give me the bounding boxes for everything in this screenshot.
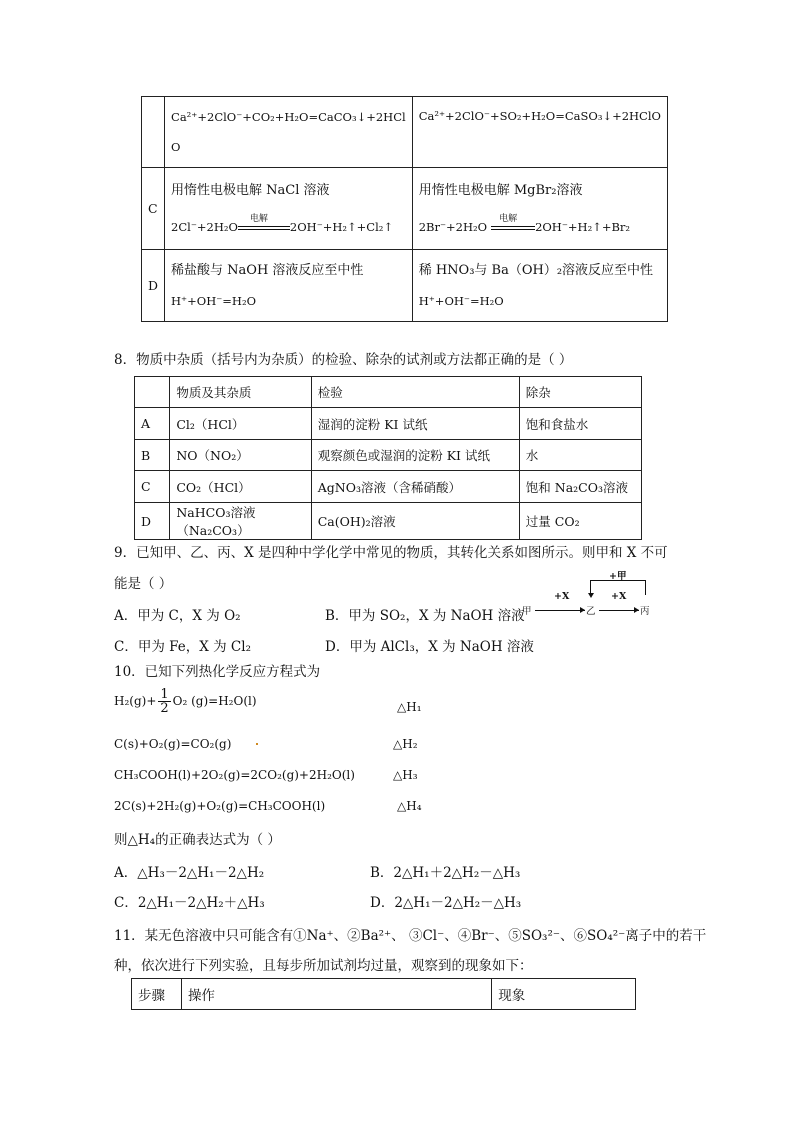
equation-cell [165, 97, 413, 168]
stray-dot [256, 743, 258, 745]
q10-dh3: △H₃ [393, 768, 418, 782]
cell-title: 用惰性电极电解 NaCl 溶液 [171, 182, 330, 198]
table-header-row [132, 979, 636, 1010]
row-label: D [142, 250, 165, 322]
header-cell: 操作 [181, 979, 491, 1010]
electrolysis-equation [419, 209, 661, 245]
header-cell: 物质及其杂质 [170, 377, 311, 408]
electrolysis-cell [165, 168, 413, 250]
cell-title: 稀 HNO₃与 Ba（OH）₂溶液反应至中性 [418, 262, 654, 278]
header-cell [135, 377, 170, 408]
equation-part: 2Br⁻+2H₂O [418, 219, 488, 234]
arrow-head [634, 607, 639, 613]
q8-table [134, 376, 642, 540]
q10-equation-4: 2C(s)+2H₂(g)+O₂(g)=CH₃COOH(l) [114, 799, 326, 813]
header-cell: 步骤 [132, 979, 182, 1010]
row-label [142, 97, 165, 168]
table-header-row [135, 377, 642, 408]
equation-part: 2Cl⁻+2H₂O [171, 219, 238, 234]
equation-text: H⁺+OH⁻=H₂O [418, 293, 504, 308]
removal-cell: 饱和食盐水 [519, 408, 641, 440]
table-row [135, 440, 642, 471]
neutralization-cell [165, 250, 413, 322]
arrow-label-x1: +X [554, 591, 570, 602]
q10-stem: 10．已知下列热化学反应方程式为 [114, 664, 321, 680]
removal-cell: 饱和 Na₂CO₃溶液 [519, 471, 641, 503]
arrow-label-jia: +甲 [609, 571, 627, 582]
electrolysis-cell [412, 168, 667, 250]
q10-equation-3: CH₃COOH(l)+2O₂(g)=2CO₂(g)+2H₂O(l) [114, 768, 355, 782]
q9-option-c: C．甲为 Fe，X 为 Cl₂ [114, 639, 251, 655]
header-cell: 现象 [492, 979, 636, 1010]
q10-option-d: D．2△H₁－2△H₂－△H₃ [370, 895, 522, 911]
header-cell: 检验 [311, 377, 519, 408]
cell-title: 用惰性电极电解 MgBr₂溶液 [418, 182, 583, 198]
q9-stem-line2: 能是（ ） [114, 576, 173, 592]
neutralization-cell [412, 250, 667, 322]
table-row [135, 471, 642, 503]
q10-dh4: △H₄ [397, 799, 422, 813]
q10-dh1: △H₁ [397, 700, 422, 714]
table-row [142, 97, 668, 168]
header-cell: 除杂 [519, 377, 641, 408]
q11-table [131, 978, 636, 1010]
substance-cell: CO₂（HCl） [170, 471, 311, 503]
top-table [141, 96, 668, 322]
table-row [142, 250, 668, 322]
removal-cell: 过量 CO₂ [519, 503, 641, 540]
arrow-label-x2: +X [611, 591, 627, 602]
arrow-condition: 电解 [499, 213, 518, 224]
equation-cell [412, 97, 667, 168]
equation-text: Ca²⁺+2ClO⁻+CO₂+H₂O=CaCO₃↓+2HCl [171, 110, 406, 124]
option-label: A [135, 408, 170, 440]
fraction-denominator: 2 [160, 701, 169, 716]
equation-part: O₂ (g)=H₂O(l) [172, 694, 257, 708]
equation-wrap-text: O [171, 140, 181, 154]
arrow-head [580, 607, 585, 613]
test-cell: 观察颜色或湿润的淀粉 KI 试纸 [311, 440, 519, 471]
fraction-numerator: 1 [160, 687, 169, 702]
q9-option-a: A．甲为 C，X 为 O₂ [114, 608, 241, 624]
feedback-bracket [590, 580, 646, 595]
arrow-yi-bing [599, 610, 639, 611]
q9-option-b: B．甲为 SO₂，X 为 NaOH 溶液 [325, 608, 525, 624]
q10-ask: 则△H₄的正确表达式为（ ） [114, 832, 281, 848]
table-row [142, 168, 668, 250]
equation-part: 2OH⁻+H₂↑+Br₂ [535, 219, 631, 234]
equation-text: Ca²⁺+2ClO⁻+SO₂+H₂O=CaSO₃↓+2HClO [418, 109, 661, 123]
cell-title: 稀盐酸与 NaOH 溶液反应至中性 [171, 262, 364, 278]
removal-cell: 水 [519, 440, 641, 471]
equation-part: 2OH⁻+H₂↑+Cl₂↑ [289, 219, 394, 234]
q9-stem-line1: 9．已知甲、乙、丙、X 是四种中学化学中常见的物质，其转化关系如图所示。则甲和 X 不可 [114, 545, 668, 561]
q10-option-a: A．△H₃－2△H₁－2△H₂ [114, 865, 265, 881]
substance-cell: NaHCO₃溶液（Na₂CO₃） [170, 503, 311, 540]
fraction [158, 688, 170, 715]
option-label: B [135, 440, 170, 471]
table-row [135, 503, 642, 540]
q10-option-c: C．2△H₁－2△H₂＋△H₃ [114, 895, 265, 911]
q10-option-b: B．2△H₁＋2△H₂－△H₃ [370, 865, 521, 881]
q10-equation-2: C(s)+O₂(g)=CO₂(g) [114, 737, 232, 751]
equation-part: H₂(g)+ [114, 694, 157, 708]
substance-cell: NO（NO₂） [170, 440, 311, 471]
node-jia: 甲 [522, 606, 532, 617]
option-label: D [135, 503, 170, 540]
electrolysis-arrow [491, 213, 535, 233]
table-row [135, 408, 642, 440]
node-yi: 乙 [586, 606, 596, 617]
test-cell: AgNO₃溶液（含稀硝酸） [311, 471, 519, 503]
option-label: C [135, 471, 170, 503]
row-label: C [142, 168, 165, 250]
q11-stem-line2: 种，依次进行下列实验，且每步所加试剂均过量，观察到的现象如下： [114, 958, 533, 974]
arrow-jia-yi [535, 610, 585, 611]
substance-cell: Cl₂（HCl） [170, 408, 311, 440]
test-cell: 湿润的淀粉 KI 试纸 [311, 408, 519, 440]
arrow-condition: 电解 [249, 213, 268, 224]
electrolysis-arrow [238, 213, 290, 233]
q10-dh2: △H₂ [393, 737, 418, 751]
electrolysis-equation [171, 209, 406, 245]
test-cell: Ca(OH)₂溶液 [311, 503, 519, 540]
q9-option-d: D．甲为 AlCl₃，X 为 NaOH 溶液 [325, 639, 534, 655]
q10-equation-1 [114, 688, 257, 715]
conversion-diagram [520, 566, 660, 622]
arrow-head [588, 593, 594, 598]
equation-text: H⁺+OH⁻=H₂O [171, 293, 256, 308]
q8-stem: 8．物质中杂质（括号内为杂质）的检验、除杂的试剂或方法都正确的是（ ） [114, 352, 573, 368]
node-bing: 丙 [640, 606, 650, 617]
q11-stem-line1: 11．某无色溶液中只可能含有①Na⁺、②Ba²⁺、 ③Cl⁻、④Br⁻、⑤SO₃²⁻、⑥SO₄²⁻离子中的若干 [114, 928, 707, 944]
